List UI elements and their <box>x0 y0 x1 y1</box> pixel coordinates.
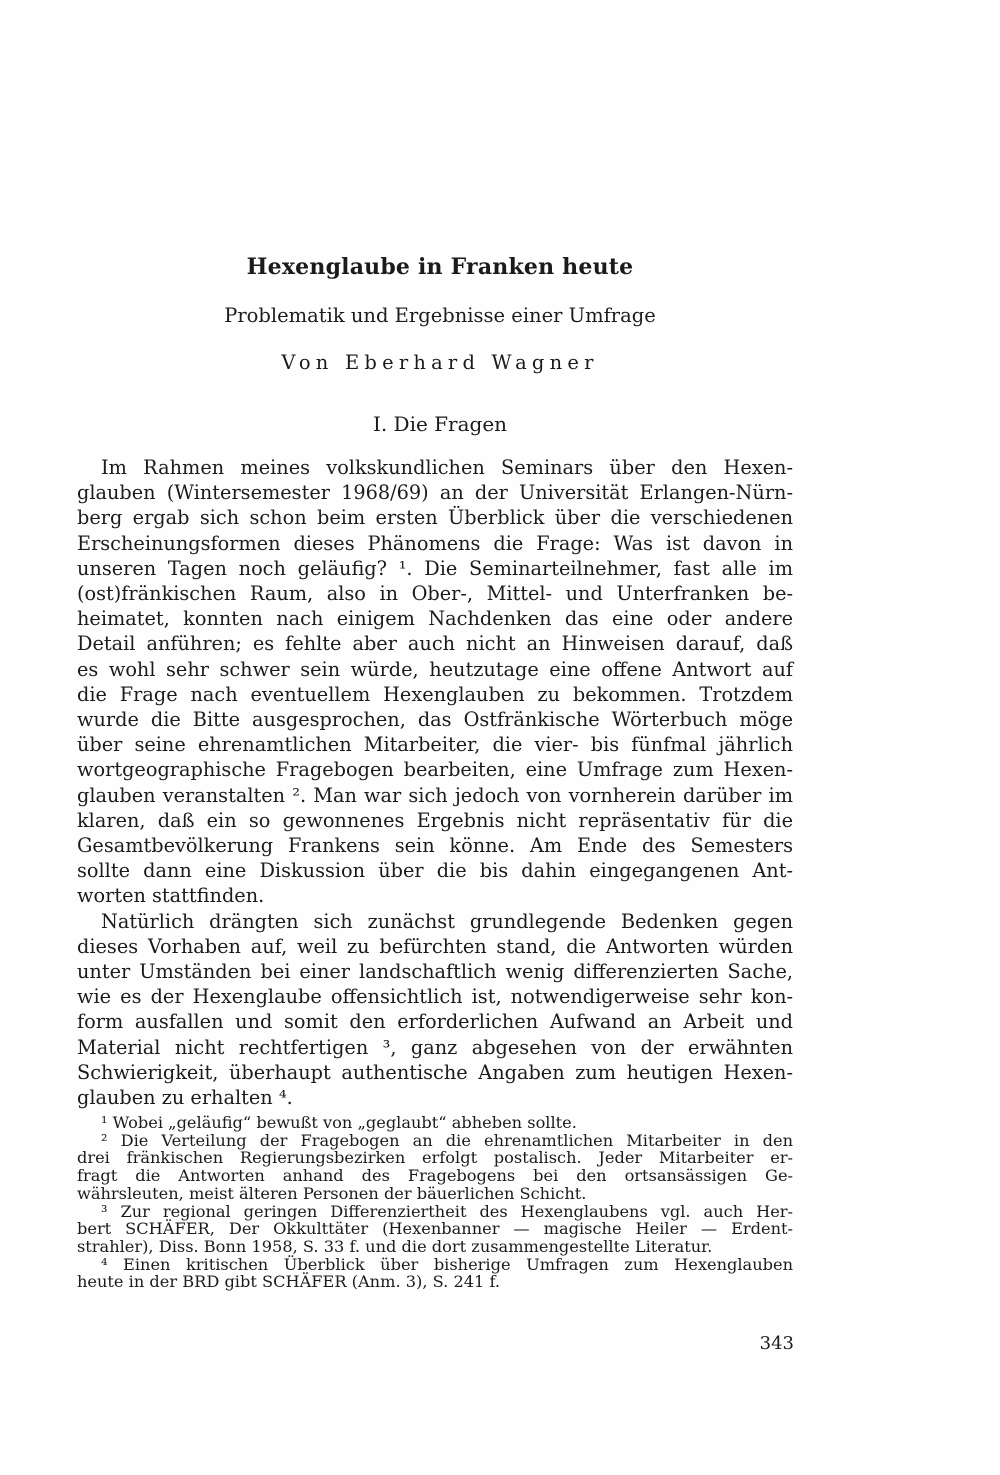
footnotes <box>77 1114 793 1291</box>
footnote-2 <box>77 1132 793 1203</box>
section-heading: I. Die Fragen <box>372 412 508 436</box>
page-number: 343 <box>759 1333 794 1354</box>
body-line: sollte dann eine Diskussion über die bis dahin eingegangenen Ant- <box>77 859 793 883</box>
article-title: Hexenglaube in Franken heute <box>246 254 634 280</box>
body-line: Erscheinungsformen dieses Phänomens die Frage: Was ist davon in <box>77 531 793 555</box>
footnote-line: heute in der BRD gibt SCHÄFER (Anm. 3), S. 241 f. <box>77 1272 501 1292</box>
body-line: form ausfallen und somit den erforderlichen Aufwand an Arbeit und <box>77 1010 793 1034</box>
body-line: es wohl sehr schwer sein würde, heutzutage eine offene Antwort auf <box>77 657 793 681</box>
paragraph-1 <box>77 455 793 909</box>
footnote-line: ² Die Verteilung der Fragebogen an die ehrenamtlichen Mitarbeiter in den <box>101 1130 793 1150</box>
article-subtitle: Problematik und Ergebnisse einer Umfrage <box>224 304 656 327</box>
body-line: glauben (Wintersemester 1968/69) an der Universität Erlangen-Nürn- <box>77 481 793 505</box>
body-line: Detail anführen; es fehlte aber auch nicht an Hinweisen darauf, daß <box>77 632 793 656</box>
footnote-line: fragt die Antworten anhand des Fragebogens bei den ortsansässigen Ge- <box>77 1166 793 1186</box>
body-line: heimatet, konnten nach einigem Nachdenken das eine oder andere <box>77 607 793 631</box>
footnote-line: drei fränkischen Regierungsbezirken erfolgt postalisch. Jeder Mitarbeiter er- <box>77 1148 793 1168</box>
footnote-line: bert SCHÄFER, Der Okkulttäter (Hexenbanner — magische Heiler — Erdent- <box>77 1219 793 1239</box>
footnote-line: währsleuten, meist älteren Personen der bäuerlichen Schicht. <box>77 1183 587 1203</box>
body-line: glauben veranstalten ². Man war sich jedoch von vornherein darüber im <box>77 783 793 807</box>
footnote-4 <box>77 1256 793 1291</box>
body-line: Gesamtbevölkerung Frankens sein könne. Am Ende des Semesters <box>77 834 793 858</box>
body-line: Schwierigkeit, überhaupt authentische Angaben zum heutigen Hexen- <box>77 1060 793 1084</box>
body-line: berg ergab sich schon beim ersten Überblick über die verschiedenen <box>77 506 793 530</box>
body-line: wie es der Hexenglaube offensichtlich ist, notwendigerweise sehr kon- <box>77 985 793 1009</box>
article-author: Von Eberhard Wagner <box>281 351 599 374</box>
footnote-line: ¹ Wobei „geläufig“ bewußt von „geglaubt“ abheben sollte. <box>101 1113 577 1132</box>
footnote-3 <box>77 1203 793 1256</box>
body-line: Im Rahmen meines volkskundlichen Seminars über den Hexen- <box>101 456 793 479</box>
paragraph-2 <box>77 909 793 1111</box>
body-line: über seine ehrenamtlichen Mitarbeiter, die vier- bis fünfmal jährlich <box>77 733 793 757</box>
footnote-line: ⁴ Einen kritischen Überblick über bisherige Umfragen zum Hexenglauben <box>101 1254 793 1274</box>
body-text <box>77 455 793 1110</box>
body-line: dieses Vorhaben auf, weil zu befürchten stand, die Antworten würden <box>77 934 793 958</box>
footnote-line: ³ Zur regional geringen Differenziertheit des Hexenglaubens vgl. auch Her- <box>101 1201 793 1221</box>
body-line: (ost)fränkischen Raum, also in Ober-, Mittel- und Unterfranken be- <box>77 582 793 606</box>
body-line: wortgeographische Fragebogen bearbeiten, eine Umfrage zum Hexen- <box>77 758 793 782</box>
body-line: Natürlich drängten sich zunächst grundlegende Bedenken gegen <box>101 909 793 933</box>
body-line: unter Umständen bei einer landschaftlich wenig differenzierten Sache, <box>77 960 793 984</box>
body-line: wurde die Bitte ausgesprochen, das Ostfränkische Wörterbuch möge <box>77 708 793 732</box>
body-line: worten stattfinden. <box>77 884 265 908</box>
body-line: Material nicht rechtfertigen ³, ganz abgesehen von der erwähnten <box>77 1035 793 1059</box>
body-line: klaren, daß ein so gewonnenes Ergebnis nicht repräsentativ für die <box>77 808 793 832</box>
body-line: unseren Tagen noch geläufig? ¹. Die Seminarteilnehmer, fast alle im <box>77 556 793 580</box>
body-line: glauben zu erhalten ⁴. <box>77 1086 293 1110</box>
footnote-1 <box>77 1114 793 1132</box>
footnote-line: strahler), Diss. Bonn 1958, S. 33 f. und die dort zusammengestellte Literatur. <box>77 1236 713 1256</box>
body-line: die Frage nach eventuellem Hexenglauben zu bekommen. Trotzdem <box>77 682 793 706</box>
